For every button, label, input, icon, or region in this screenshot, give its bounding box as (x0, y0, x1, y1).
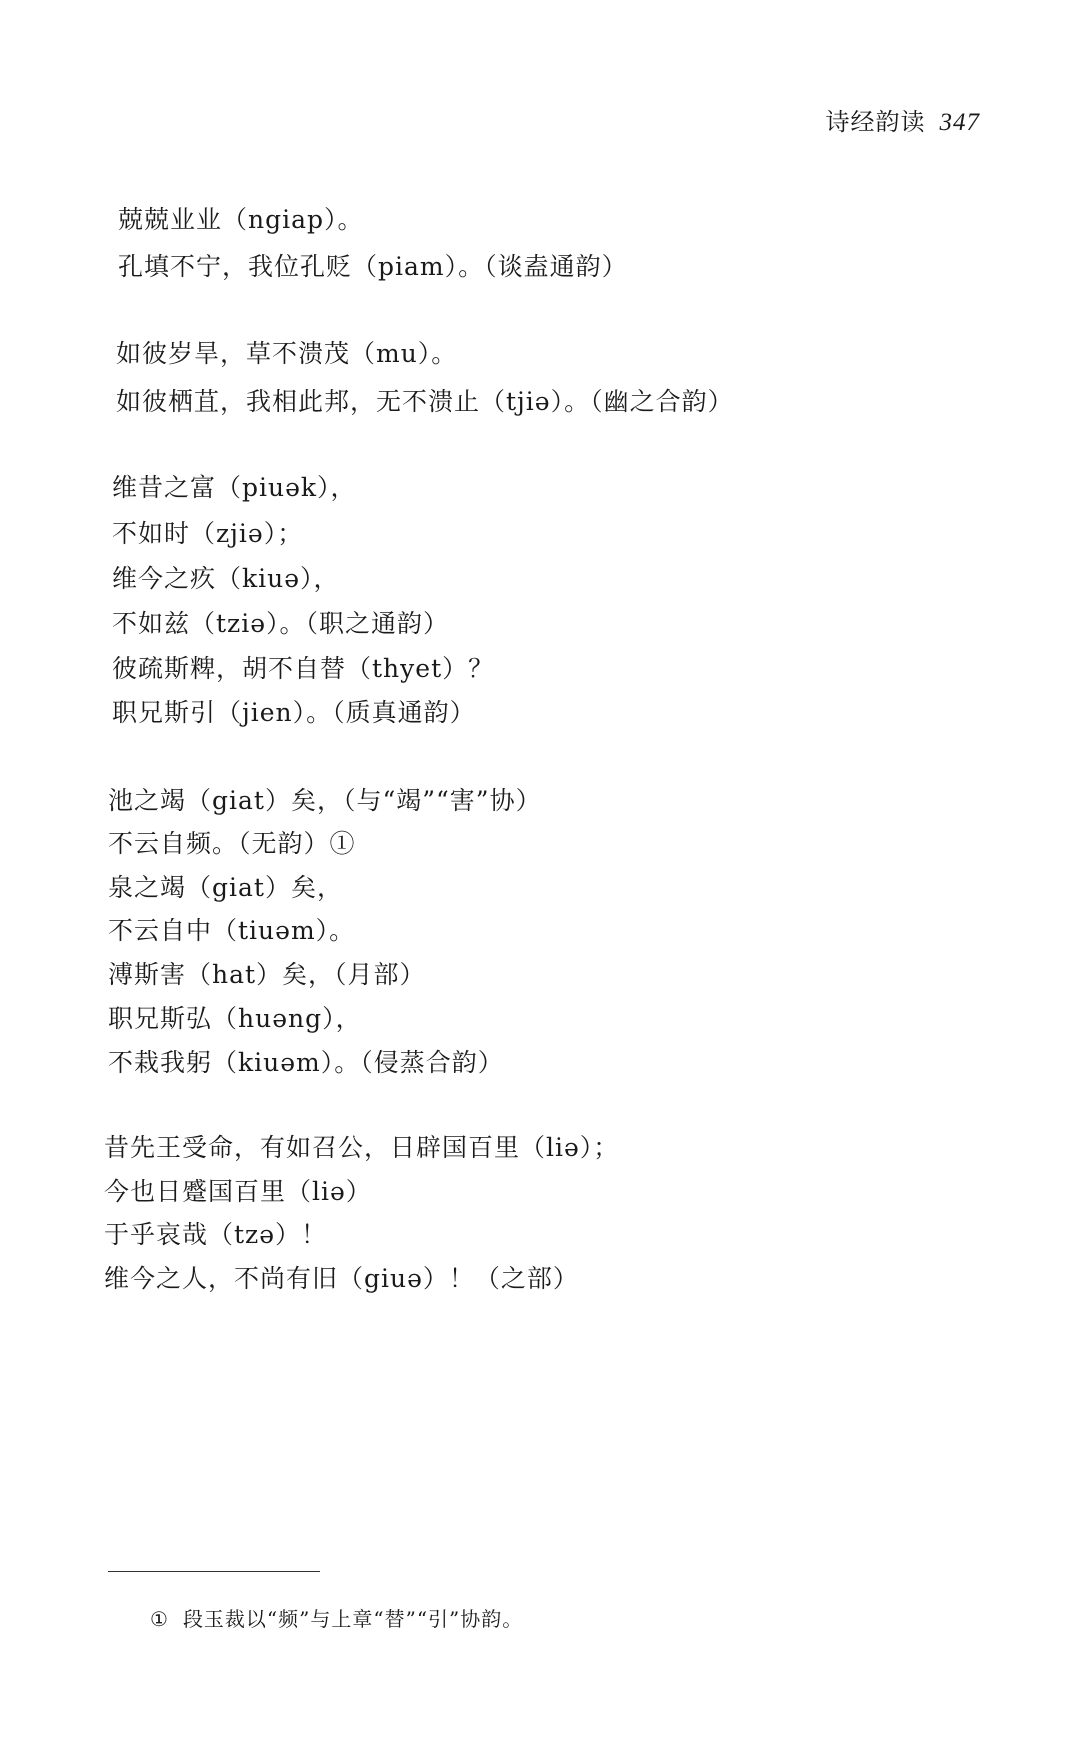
verse-line: 职兄斯引（jien）。（质真通韵） (112, 698, 476, 727)
verse-line: 不云自中（tiuəm）。 (108, 916, 356, 945)
footnote (150, 1604, 523, 1634)
verse-line: 不栽我躬（kiuəm）。（侵蒸合韵） (108, 1048, 504, 1077)
verse-line: 于乎哀哉（tzə）！ (104, 1220, 328, 1249)
verse-line: 维昔之富（piuək）， (112, 473, 357, 502)
verse-line: 不云自频。（无韵）① (108, 829, 356, 858)
verse-line: 昔先王受命，有如召公，日辟国百里（liə）； (104, 1133, 620, 1162)
verse-line: 如彼栖苴，我相此邦，无不溃止（tjiə）。（幽之合韵） (116, 387, 734, 416)
verse-line: 泉之竭（giat）矣， (108, 873, 343, 902)
verse-line: 孔填不宁，我位孔贬（piam）。（谈盍通韵） (118, 252, 628, 281)
book-title: 诗经韵读 (825, 108, 926, 136)
running-head (826, 104, 981, 141)
verse-line: 溥斯害（hat）矣，（月部） (108, 960, 426, 989)
footnote-marker: ① (150, 1607, 169, 1631)
footnote-rule (108, 1571, 320, 1572)
verse-line: 今也日蹙国百里（liə） (104, 1177, 372, 1206)
verse-line: 职兄斯弘（huəng）， (108, 1004, 362, 1033)
verse-line: 不如时（zjiə）； (112, 519, 304, 548)
verse-line: 彼疏斯粺，胡不自替（thyet）？ (112, 654, 495, 683)
verse-line: 兢兢业业（ngiap）。 (118, 205, 364, 234)
page-number: 347 (939, 109, 980, 136)
verse-line: 如彼岁旱，草不溃茂（mu）。 (116, 339, 458, 368)
verse-line: 维今之疚（kiuə）， (112, 564, 340, 593)
verse-line: 维今之人，不尚有旧（giuə）！（之部） (104, 1264, 579, 1293)
footnote-text: 段玉裁以“频”与上章“替”“引”协韵。 (182, 1607, 524, 1631)
verse-line: 不如兹（tziə）。（职之通韵） (112, 609, 450, 638)
verse-line: 池之竭（giat）矣，（与“竭”“害”协） (108, 786, 542, 815)
